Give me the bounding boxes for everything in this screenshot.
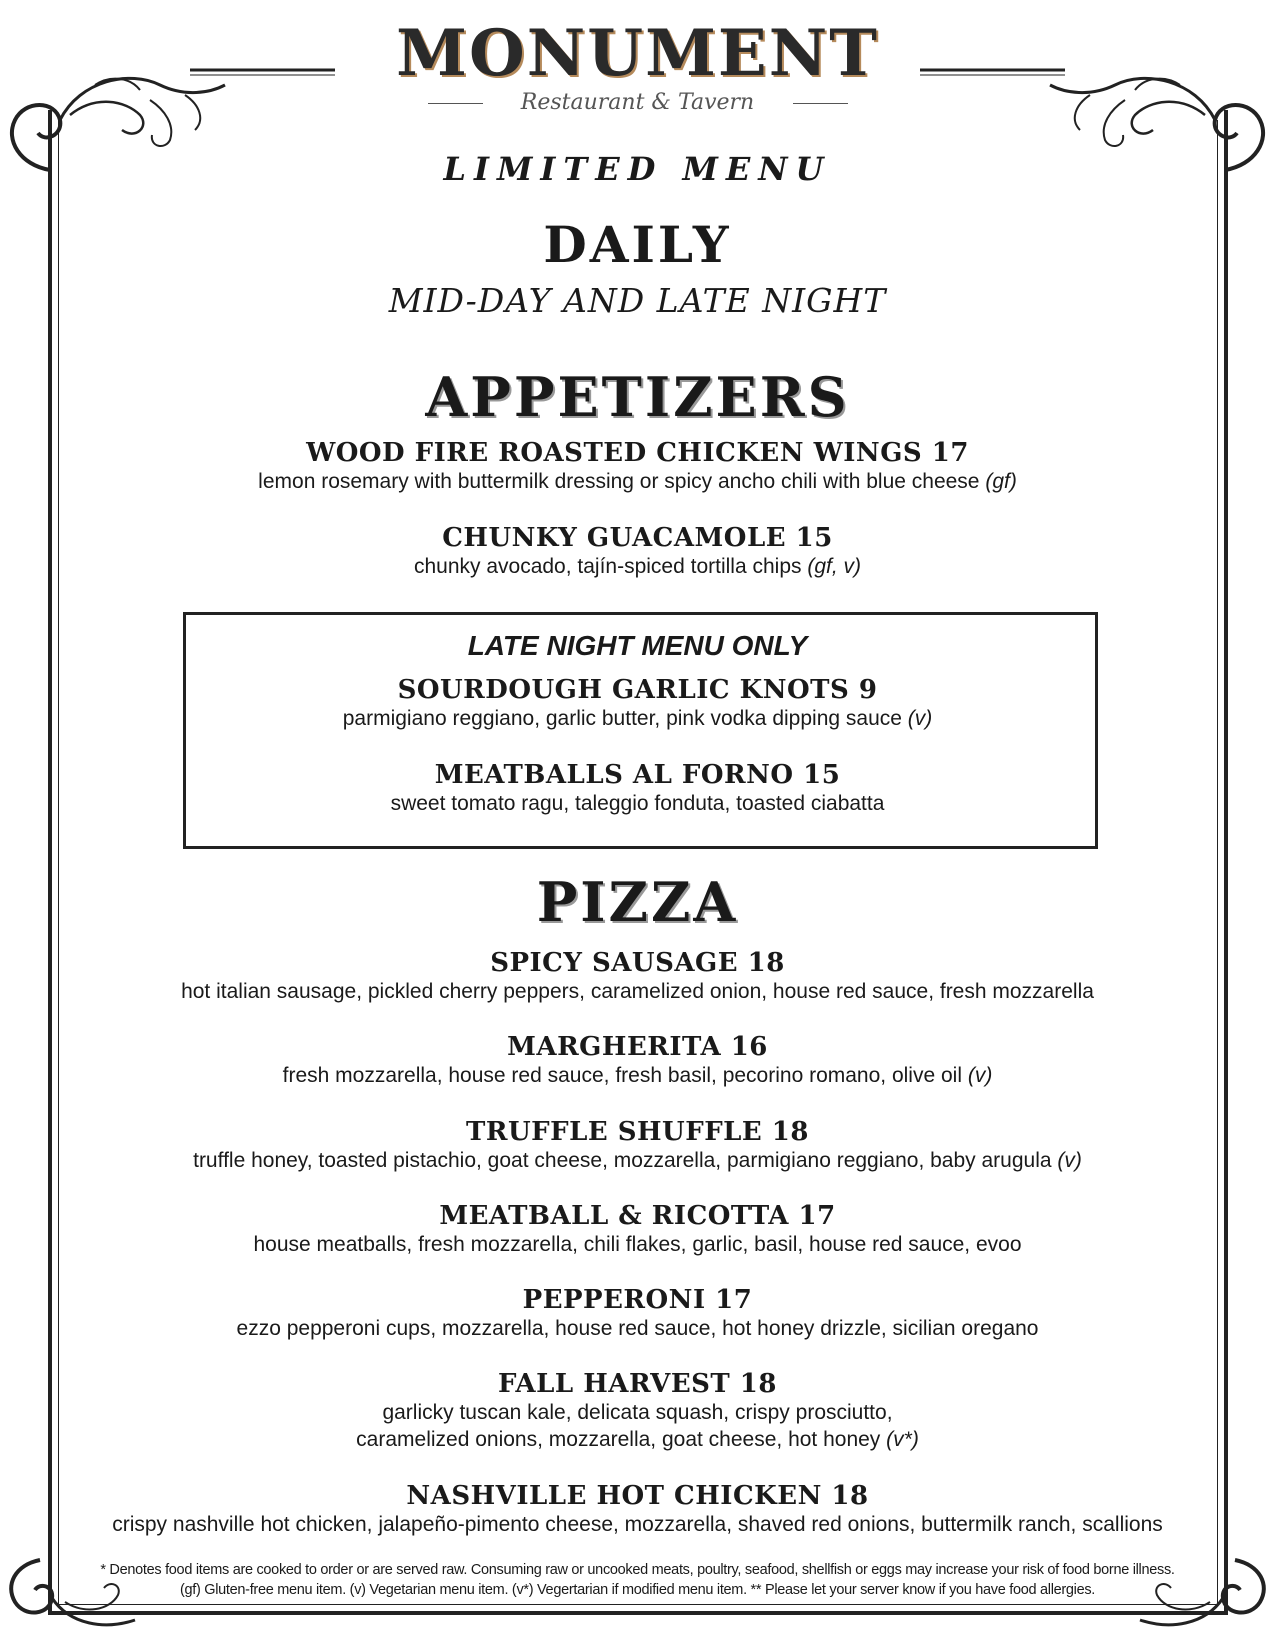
- item-name: CHUNKY GUACAMOLE 15: [442, 523, 833, 553]
- item-name: SOURDOUGH GARLIC KNOTS 9: [397, 675, 878, 705]
- item-description: truffle honey, toasted pistachio, goat cheese, mozzarella, parmigiano reggiano, baby arugula: [193, 1149, 1052, 1172]
- menu-item: [0, 1285, 1275, 1342]
- item-description-line2: caramelized onions, mozzarella, goat cheese, hot honey: [356, 1428, 881, 1451]
- item-description: ezzo pepperoni cups, mozzarella, house red sauce, hot honey drizzle, sicilian oregano: [236, 1317, 1039, 1340]
- item-name: TRUFFLE SHUFFLE 18: [466, 1117, 809, 1147]
- menu-item: [0, 675, 1275, 732]
- item-description: garlicky tuscan kale, delicata squash, crispy prosciutto,: [382, 1401, 893, 1424]
- menu-item: [0, 1369, 1275, 1453]
- dietary-tag: (v): [967, 1064, 993, 1087]
- schedule-subtitle: MID-DAY AND LATE NIGHT: [388, 281, 887, 320]
- item-description: house meatballs, fresh mozzarella, chili flakes, garlic, basil, house red sauce, evoo: [253, 1233, 1022, 1256]
- item-desc-wrap: [0, 468, 1275, 495]
- dietary-tag: (gf): [985, 470, 1017, 493]
- brand-header: [0, 16, 1275, 115]
- late-night-title: LATE NIGHT MENU ONLY: [467, 630, 808, 661]
- item-name: PEPPERONI 17: [522, 1285, 753, 1315]
- dietary-tag: (v*): [886, 1428, 919, 1451]
- item-desc-wrap: [0, 553, 1275, 580]
- allergen-footnote: [80, 1560, 1195, 1600]
- footnote-line-2: (gf) Gluten-free menu item. (v) Vegetarian menu item. (v*) Vegertarian if modified menu item. ** Please let your server know if you have food allergies.: [179, 1582, 1096, 1598]
- appetizers-heading: APPETIZERS: [425, 365, 850, 429]
- item-name: MEATBALLS AL FORNO 15: [434, 760, 841, 790]
- menu-item: [0, 438, 1275, 495]
- item-name: MEATBALL & RICOTTA 17: [439, 1201, 836, 1231]
- dietary-tag: (v): [1057, 1149, 1082, 1172]
- item-description: fresh mozzarella, house red sauce, fresh basil, pecorino romano, olive oil: [282, 1064, 962, 1087]
- item-description: crispy nashville hot chicken, jalapeño-pimento cheese, mozzarella, shaved red onions, buttermilk ranch, scallions: [112, 1513, 1163, 1536]
- item-name: MARGHERITA 16: [507, 1032, 768, 1062]
- item-desc-wrap: [0, 1062, 1275, 1089]
- restaurant-subtitle: Restaurant & Tavern: [520, 90, 755, 115]
- item-name: SPICY SAUSAGE 18: [490, 948, 785, 978]
- schedule-title: DAILY: [543, 215, 732, 274]
- menu-type-title: LIMITED MENU: [443, 150, 832, 188]
- pizza-heading: PIZZA: [536, 870, 739, 934]
- menu-item: [0, 1481, 1275, 1538]
- item-desc-wrap: [0, 705, 1275, 732]
- restaurant-logo: MONUMENT: [396, 16, 879, 91]
- item-description: lemon rosemary with buttermilk dressing or spicy ancho chili with blue cheese: [258, 470, 980, 493]
- item-desc-wrap: [0, 1426, 1275, 1453]
- item-description: chunky avocado, tajín-spiced tortilla chips: [413, 555, 802, 578]
- menu-item: [0, 523, 1275, 580]
- menu-item: [0, 1201, 1275, 1258]
- item-name: FALL HARVEST 18: [498, 1369, 777, 1399]
- dietary-tag: (gf, v): [807, 555, 862, 578]
- item-desc-wrap: [0, 1147, 1275, 1174]
- menu-item: [0, 760, 1275, 817]
- menu-item: [0, 1032, 1275, 1089]
- menu-item: [0, 948, 1275, 1005]
- item-description: sweet tomato ragu, taleggio fonduta, toasted ciabatta: [390, 792, 885, 815]
- restaurant-subtitle-wrap: [428, 90, 848, 115]
- footnote-line-1: * Denotes food items are cooked to order or are served raw. Consuming raw or uncooked meats, poultry, seafood, shellfish or eggs may increase your risk of food borne illness.: [100, 1562, 1175, 1578]
- item-name: NASHVILLE HOT CHICKEN 18: [406, 1481, 869, 1511]
- dietary-tag: (v): [907, 707, 933, 730]
- item-description: parmigiano reggiano, garlic butter, pink vodka dipping sauce: [342, 707, 902, 730]
- menu-item: [0, 1117, 1275, 1174]
- item-name: WOOD FIRE ROASTED CHICKEN WINGS 17: [306, 438, 969, 468]
- item-desc-wrap: [0, 790, 1275, 817]
- item-description: hot italian sausage, pickled cherry peppers, caramelized onion, house red sauce, fresh mozzarella: [181, 980, 1094, 1003]
